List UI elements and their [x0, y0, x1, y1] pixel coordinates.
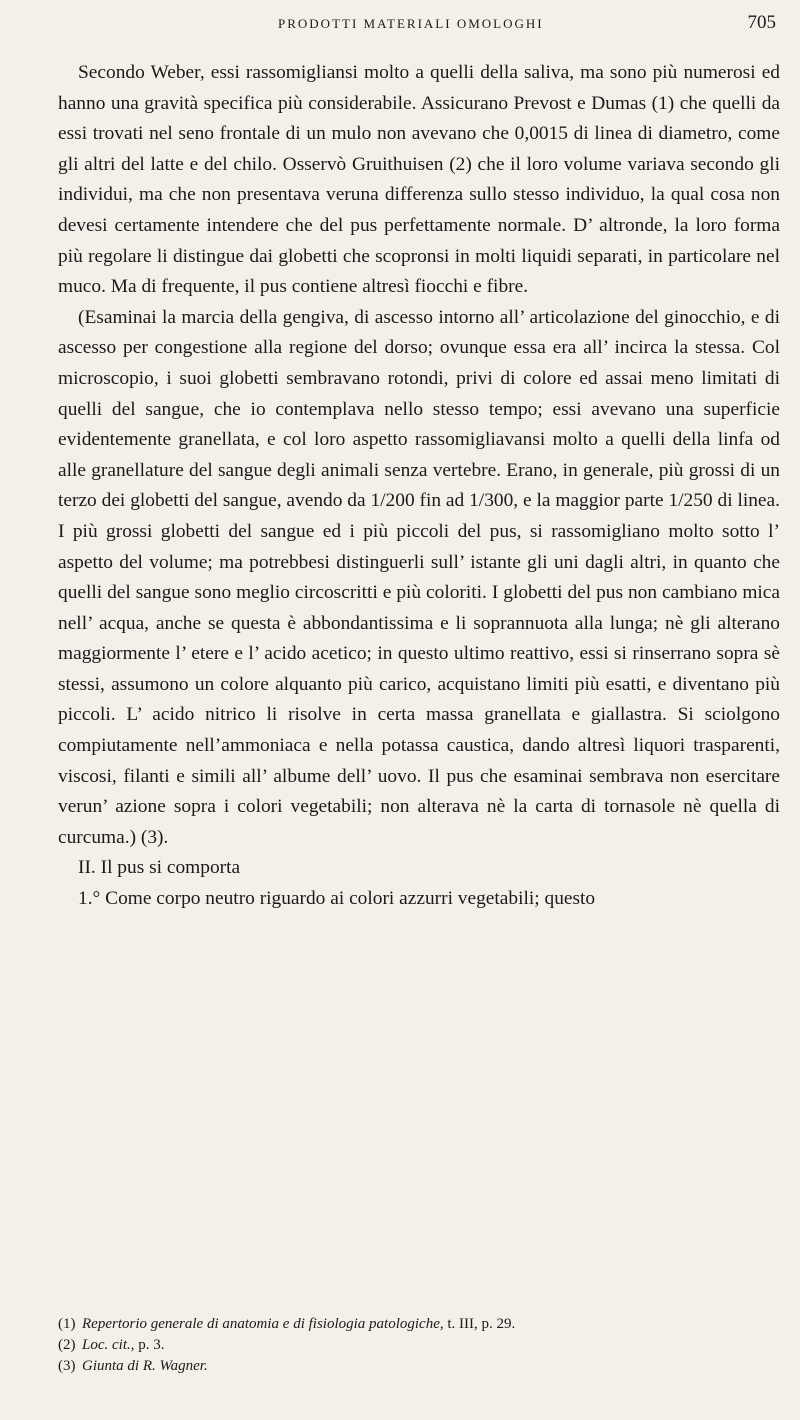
footnote-title: Loc. cit.	[82, 1337, 131, 1353]
footnote-rest: , t. III, p. 29.	[439, 1316, 516, 1332]
footnote	[58, 1314, 780, 1335]
page-number: 705	[747, 12, 776, 33]
footnote-number: (1)	[58, 1316, 76, 1332]
page-header	[58, 12, 780, 38]
footnote	[58, 1356, 780, 1377]
footnotes	[58, 1314, 780, 1377]
paragraph: (Esaminai la marcia della gengiva, di ascesso intorno all’ articolazione del ginocchio, e di ascesso per congestione alla regione del dorso; ovunque essa era all’ incirca la stessa. Col microscopio, i suoi globetti sembravano rotondi, privi di colore ed assai meno limitati di quelli del sangue, che io contemplava nello stesso tempo; essi avevano una superficie evidentemente granellata, e col loro aspetto rassomigliavansi molto a quelli della linfa od alle granellature del sangue degli animali senza vertebre. Erano, in generale, più grossi di un terzo dei globetti del sangue, avendo da 1/200 fin ad 1/300, e la maggior parte 1/250 di linea. I più grossi globetti del sangue ed i più piccoli del pus, si rassomigliano molto sotto l’ aspetto del volume; ma potrebbesi distinguerli sull’ istante gli uni dagli altri, in quanto che quelli del sangue sono meglio circoscritti e più coloriti. I globetti del pus non cambiano mica nell’ acqua, anche se questa è abbondantissima e li soprannuota alla lunga; nè gli alterano maggiormente l’ etere e l’ acido acetico; in questo ultimo reattivo, essi si rinserrano sopra sè stessi, assumono un colore alquanto più carico, acquistano limiti più esatti, e diventano più piccoli. L’ acido nitrico li risolve in certa massa granellata e giallastra. Si sciolgono compiutamente nell’ammoniaca e nella potassa caustica, dando altresì liquori trasparenti, viscosi, filanti e simili all’ albume dell’ uovo. Il pus che esaminai sembrava non esercitare verun’ azione sopra i colori vegetabili; non alterava nè la carta di tornasole nè quella di curcuma.) (3).	[58, 306, 780, 848]
book-page	[0, 12, 800, 1420]
footnote-rest: , p. 3.	[130, 1337, 165, 1353]
footnote-title: Repertorio generale di anatomia e di fisiologia patologiche	[82, 1316, 440, 1332]
footnote	[58, 1335, 780, 1356]
footnote-number: (3)	[58, 1358, 76, 1374]
footnote-number: (2)	[58, 1337, 76, 1353]
footnote-title: Giunta di R. Wagner.	[82, 1358, 208, 1374]
paragraph: Secondo Weber, essi rassomigliansi molto a quelli della saliva, ma sono più numerosi ed hanno una gravità specifica più considerabile. Assicurano Prevost e Dumas (1) che quelli da essi trovati nel seno frontale di un mulo non avevano che 0,0015 di linea di diametro, come gli altri del latte e del chilo. Osservò Gruithuisen (2) che il loro volume variava secondo gli individui, ma che non presentava veruna differenza sullo stesso individuo, la qual cosa non devesi certamente intendere che del pus perfettamente normale. D’ altronde, la loro forma più regolare li distingue dai globetti che scopronsi in molti liquidi separati, in particolare nel muco. Ma di frequente, il pus contiene altresì fiocchi e fibre.	[58, 62, 780, 298]
running-head: PRODOTTI MATERIALI OMOLOGHI	[278, 16, 544, 31]
section-heading: II. Il pus si comporta	[78, 857, 241, 879]
body-text	[58, 58, 780, 915]
paragraph: 1.° Come corpo neutro riguardo ai colori azzurri vegetabili; questo	[78, 888, 596, 910]
